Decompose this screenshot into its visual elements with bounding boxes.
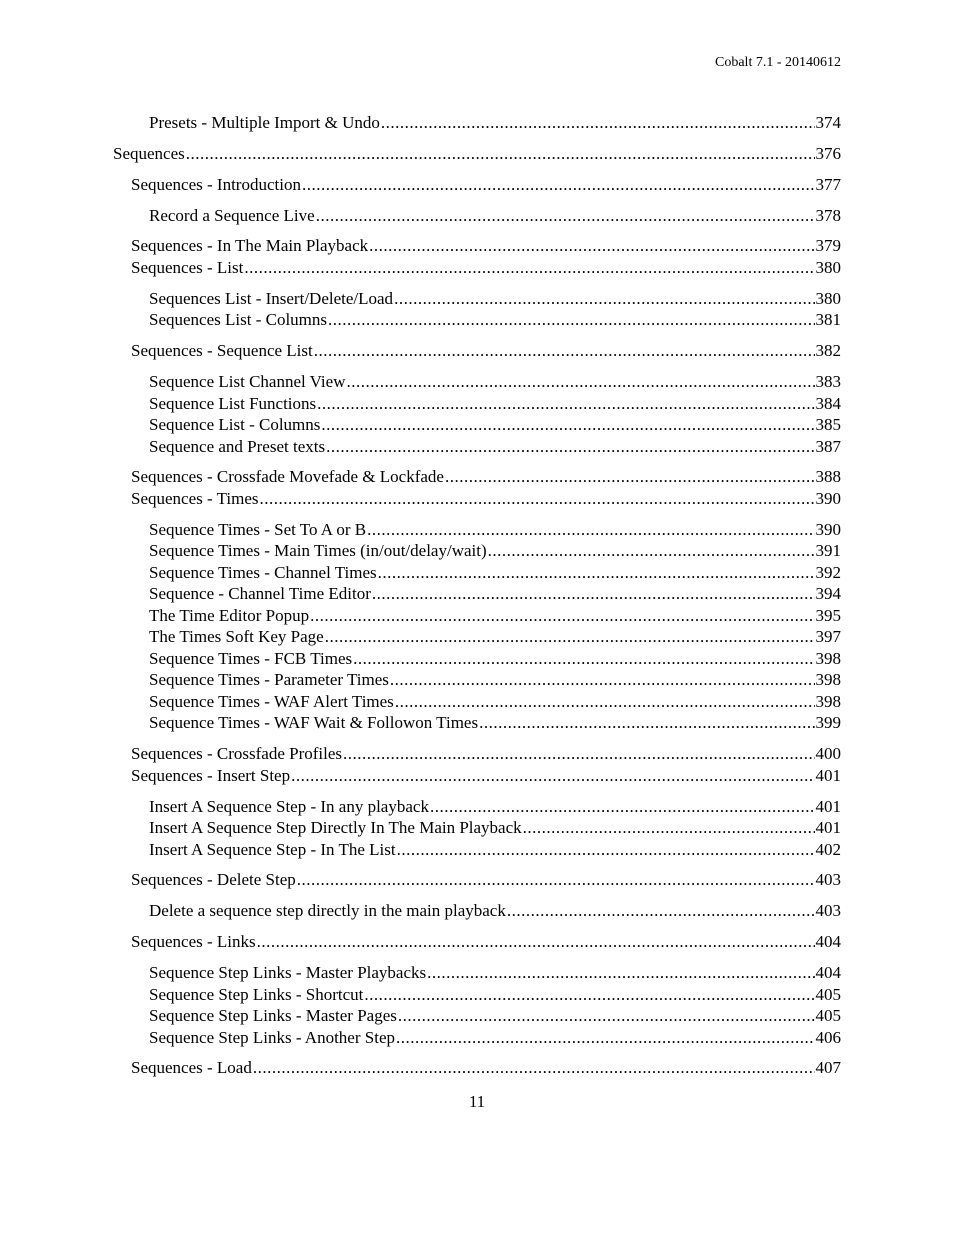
toc-entry-page: 381 (815, 310, 841, 329)
dot-leader (244, 257, 814, 279)
toc-entry[interactable] (149, 112, 841, 134)
toc-entry[interactable] (149, 393, 841, 415)
dot-leader (396, 1027, 815, 1049)
toc-entry[interactable] (149, 796, 841, 818)
toc-entry-page: 407 (815, 1058, 841, 1077)
toc-entry-page: 387 (815, 437, 841, 456)
toc-entry[interactable] (149, 605, 841, 627)
toc-entry[interactable] (149, 414, 841, 436)
dot-leader (316, 205, 815, 227)
toc-entry-page: 404 (815, 932, 841, 951)
toc-entry[interactable] (149, 309, 841, 331)
toc-entry-title: Sequences - Links (131, 932, 256, 951)
toc-entry-page: 406 (815, 1028, 841, 1047)
toc-entry[interactable] (131, 466, 841, 488)
dot-leader (343, 743, 814, 765)
toc-entry-title: Sequences - Delete Step (131, 870, 296, 889)
dot-leader (302, 174, 815, 196)
toc-entry-page: 402 (815, 840, 841, 859)
toc-entry-title: Sequences - Introduction (131, 175, 301, 194)
dot-leader (328, 309, 814, 331)
toc-entry-title: Sequence Step Links - Master Playbacks (149, 963, 427, 982)
toc-entry-page: 400 (815, 744, 841, 763)
dot-leader (364, 984, 814, 1006)
toc-entry-page: 380 (815, 289, 841, 308)
dot-leader (314, 340, 815, 362)
toc-entry-title: Sequences - Insert Step (131, 766, 291, 785)
dot-leader (297, 869, 815, 891)
toc-entry[interactable] (149, 817, 841, 839)
toc-entry-page: 376 (815, 144, 841, 163)
toc-entry[interactable] (149, 519, 841, 541)
toc-entry-page: 401 (815, 797, 841, 816)
toc-entry-title: Sequence Step Links - Shortcut (149, 985, 364, 1004)
dot-leader (253, 1057, 815, 1079)
toc-entry-title: Sequences List - Columns (149, 310, 328, 329)
toc-entry-title: Sequences - Load (131, 1058, 252, 1077)
toc-entry[interactable] (149, 436, 841, 458)
dot-leader (372, 583, 815, 605)
toc-entry[interactable] (149, 691, 841, 713)
dot-leader (488, 540, 815, 562)
toc-entry-title: Sequence List Functions (149, 394, 317, 413)
toc-entry-title: Sequence Times - Parameter Times (149, 670, 389, 689)
toc-entry[interactable] (149, 839, 841, 861)
toc-entry[interactable] (149, 900, 841, 922)
toc-entry-title: Sequences (113, 144, 185, 163)
dot-leader (390, 669, 815, 691)
toc-entry[interactable] (149, 540, 841, 562)
toc-entry[interactable] (149, 984, 841, 1006)
toc-entry[interactable] (131, 1057, 841, 1079)
toc-entry-title: Record a Sequence Live (149, 206, 315, 225)
toc-entry-title: Delete a sequence step directly in the main playback (149, 901, 506, 920)
toc-entry-title: Sequences - List (131, 258, 244, 277)
toc-entry-page: 390 (815, 489, 841, 508)
toc-entry-title: Sequences - Sequence List (131, 341, 313, 360)
toc-entry-title: Insert A Sequence Step - In any playback (149, 797, 429, 816)
toc-entry-page: 379 (815, 236, 841, 255)
toc-entry[interactable] (113, 143, 841, 165)
dot-leader (395, 691, 815, 713)
dot-leader (186, 143, 815, 165)
toc-entry-title: The Times Soft Key Page (149, 627, 324, 646)
toc-entry-page: 398 (815, 670, 841, 689)
toc-entry-title: Sequence Step Links - Master Pages (149, 1006, 397, 1025)
toc-entry-title: The Time Editor Popup (149, 606, 310, 625)
dot-leader (398, 1005, 815, 1027)
toc-entry-title: Insert A Sequence Step Directly In The Main Playback (149, 818, 522, 837)
toc-entry[interactable] (131, 174, 841, 196)
dot-leader (346, 371, 814, 393)
toc-entry-title: Sequence List - Columns (149, 415, 321, 434)
toc-entry-page: 390 (815, 520, 841, 539)
dot-leader (291, 765, 814, 787)
toc-entry-title: Sequence Times - WAF Wait & Followon Times (149, 713, 479, 732)
toc-entry[interactable] (149, 712, 841, 734)
toc-entry-title: Sequence Times - FCB Times (149, 649, 353, 668)
toc-entry-title: Sequences - In The Main Playback (131, 236, 369, 255)
toc-entry-page: 398 (815, 692, 841, 711)
dot-leader (260, 488, 815, 510)
toc-entry-title: Sequence Times - Set To A or B (149, 520, 367, 539)
toc-entry-page: 394 (815, 584, 841, 603)
toc-entry-page: 397 (815, 627, 841, 646)
toc-entry[interactable] (149, 1005, 841, 1027)
dot-leader (378, 562, 815, 584)
dot-leader (523, 817, 815, 839)
toc-entry-page: 403 (815, 901, 841, 920)
toc-entry[interactable] (149, 962, 841, 984)
toc-entry[interactable] (131, 340, 841, 362)
toc-entry[interactable] (131, 869, 841, 891)
toc-entry[interactable] (131, 488, 841, 510)
toc-entry[interactable] (149, 669, 841, 691)
toc-entry[interactable] (131, 257, 841, 279)
toc-entry[interactable] (131, 235, 841, 257)
toc-entry-page: 382 (815, 341, 841, 360)
dot-leader (445, 466, 815, 488)
dot-leader (326, 436, 814, 458)
toc-entry[interactable] (149, 626, 841, 648)
toc-entry[interactable] (149, 562, 841, 584)
toc-entry-page: 388 (815, 467, 841, 486)
dot-leader (353, 648, 814, 670)
toc-entry-title: Sequence Step Links - Another Step (149, 1028, 395, 1047)
dot-leader (369, 235, 814, 257)
toc-entry-title: Sequences - Crossfade Profiles (131, 744, 343, 763)
toc-entry-title: Presets - Multiple Import & Undo (149, 113, 380, 132)
toc-entry-page: 385 (815, 415, 841, 434)
dot-leader (394, 288, 814, 310)
running-header: Cobalt 7.1 - 20140612 (715, 55, 841, 70)
toc-entry-page: 392 (815, 563, 841, 582)
toc-entry-page: 399 (815, 713, 841, 732)
toc-entry[interactable] (131, 765, 841, 787)
dot-leader (367, 519, 814, 541)
toc-entry-page: 384 (815, 394, 841, 413)
toc-entry-title: Sequence - Channel Time Editor (149, 584, 371, 603)
toc-entry-page: 401 (815, 818, 841, 837)
toc-entry-page: 405 (815, 1006, 841, 1025)
toc-entry[interactable] (131, 743, 841, 765)
dot-leader (310, 605, 814, 627)
toc-entry-page: 405 (815, 985, 841, 1004)
toc-entry-page: 380 (815, 258, 841, 277)
toc-entry-page: 378 (815, 206, 841, 225)
toc-entry[interactable] (149, 288, 841, 310)
dot-leader (257, 931, 815, 953)
toc-entry[interactable] (149, 205, 841, 227)
toc-entry-title: Insert A Sequence Step - In The List (149, 840, 396, 859)
toc-entry-page: 395 (815, 606, 841, 625)
toc-entry-title: Sequences - Crossfade Movefade & Lockfade (131, 467, 444, 486)
dot-leader (317, 393, 814, 415)
dot-leader (397, 839, 815, 861)
page-number: 11 (468, 1092, 486, 1111)
toc-entry-title: Sequence Times - Main Times (in/out/delay/wait) (149, 541, 487, 560)
toc-entry-title: Sequences List - Insert/Delete/Load (149, 289, 394, 308)
toc-entry-title: Sequence Times - Channel Times (149, 563, 377, 582)
toc-entry-page: 377 (815, 175, 841, 194)
dot-leader (321, 414, 814, 436)
toc-entry-title: Sequence List Channel View (149, 372, 346, 391)
dot-leader (479, 712, 814, 734)
toc-entry-page: 391 (815, 541, 841, 560)
toc-entry-page: 383 (815, 372, 841, 391)
dot-leader (430, 796, 815, 818)
toc-entry-title: Sequences - Times (131, 489, 259, 508)
toc-entry-title: Sequence Times - WAF Alert Times (149, 692, 394, 711)
dot-leader (507, 900, 815, 922)
toc-entry-page: 403 (815, 870, 841, 889)
dot-leader (381, 112, 815, 134)
toc-entry-page: 398 (815, 649, 841, 668)
toc-entry-page: 374 (815, 113, 841, 132)
toc-entry-title: Sequence and Preset texts (149, 437, 326, 456)
toc-entry[interactable] (149, 583, 841, 605)
toc-entry-page: 401 (815, 766, 841, 785)
toc-entry[interactable] (131, 931, 841, 953)
toc-entry[interactable] (149, 1027, 841, 1049)
dot-leader (427, 962, 814, 984)
toc-entry[interactable] (149, 648, 841, 670)
dot-leader (325, 626, 815, 648)
toc-entry-page: 404 (815, 963, 841, 982)
toc-entry[interactable] (149, 371, 841, 393)
